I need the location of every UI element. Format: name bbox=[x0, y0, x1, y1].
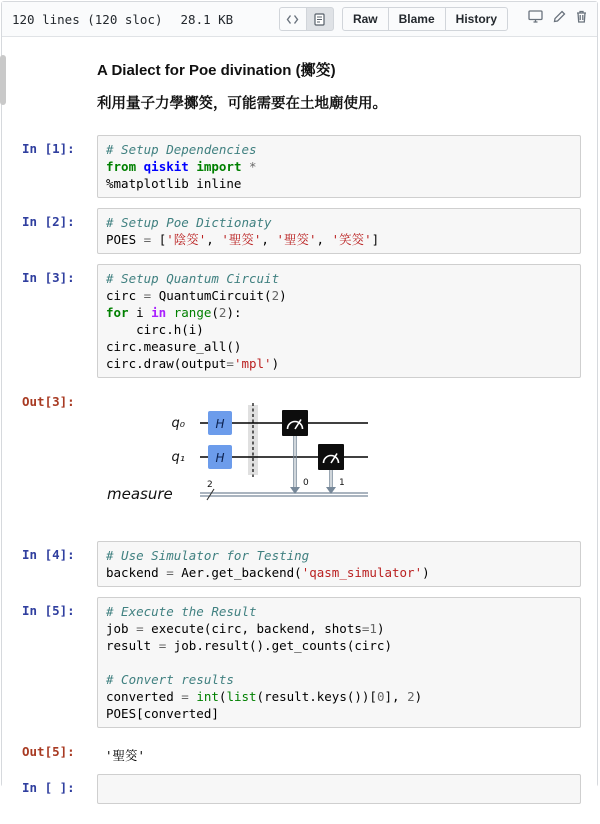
h-gate-q1 bbox=[208, 445, 232, 469]
output-cell-5 bbox=[22, 738, 581, 764]
measure-gate-q1 bbox=[318, 444, 344, 470]
code-cell-1 bbox=[22, 135, 581, 198]
clbit0-label: 0 bbox=[303, 478, 309, 488]
code-cell-3 bbox=[22, 264, 581, 378]
document-icon bbox=[314, 12, 325, 26]
empty-code-input bbox=[97, 774, 581, 804]
clbit1-label: 1 bbox=[339, 478, 345, 488]
input-prompt: In [ ]: bbox=[22, 780, 75, 795]
pencil-icon bbox=[553, 10, 566, 28]
trash-icon bbox=[576, 10, 587, 28]
bus-width-label: 2 bbox=[207, 480, 213, 490]
file-actions bbox=[518, 10, 587, 28]
desktop-icon bbox=[528, 10, 543, 28]
page-title: A Dialect for Poe divination (擲筊) bbox=[97, 62, 336, 79]
file-line-count: 120 lines (120 sloc) bbox=[12, 11, 163, 27]
code-icon bbox=[286, 12, 299, 26]
bus-slash bbox=[207, 489, 214, 500]
output-prompt: Out[5]: bbox=[22, 744, 75, 759]
h-gate-q0 bbox=[208, 411, 232, 435]
code-input: # Setup Dependencies from qiskit import * %matplotlib inline bbox=[97, 135, 581, 198]
code-cell-5 bbox=[22, 597, 581, 728]
result-output: '聖筊' bbox=[105, 748, 146, 763]
raw-button[interactable]: Raw bbox=[342, 7, 389, 31]
svg-text:H: H bbox=[215, 451, 225, 465]
file-header bbox=[2, 2, 597, 37]
measure-gate-q0 bbox=[282, 410, 308, 436]
code-cell-2 bbox=[22, 208, 581, 254]
input-prompt: In [5]: bbox=[22, 603, 75, 618]
edit-button[interactable] bbox=[553, 10, 566, 28]
circuit-diagram bbox=[105, 398, 581, 527]
classical-register-label: measure bbox=[107, 485, 173, 503]
svg-text:H: H bbox=[215, 417, 225, 431]
input-prompt: In [2]: bbox=[22, 214, 75, 229]
file-view-box bbox=[1, 1, 598, 795]
history-button[interactable]: History bbox=[445, 7, 508, 31]
code-input: # Use Simulator for Testing backend = Aer.get_backend('qasm_simulator') bbox=[97, 541, 581, 587]
input-prompt: In [3]: bbox=[22, 270, 75, 285]
view-toggle-group bbox=[279, 7, 334, 31]
page-scrollbar-thumb[interactable] bbox=[0, 55, 6, 105]
input-prompt: In [1]: bbox=[22, 141, 75, 156]
output-cell-3 bbox=[22, 388, 581, 531]
raw-blame-history-group bbox=[342, 7, 508, 31]
qubit0-label: q₀ bbox=[171, 416, 185, 431]
code-input: # Setup Poe Dictionaty POES = ['陰筊', '聖筊', '聖筊', '笑筊'] bbox=[97, 208, 581, 254]
classical-wire bbox=[200, 493, 368, 496]
page-subtitle: 利用量子力學擲筊，可能需要在土地廟使用。 bbox=[97, 96, 387, 112]
notebook-render bbox=[2, 37, 597, 824]
rendered-view-button[interactable] bbox=[306, 7, 334, 31]
markdown-cell bbox=[97, 59, 581, 113]
code-input: # Execute the Result job = execute(circ, backend, shots=1) result = job.result().get_counts(circ) # Convert results converted = int(list(result.keys())[0], 2) POES[converted] bbox=[97, 597, 581, 728]
input-prompt: In [4]: bbox=[22, 547, 75, 562]
output-prompt: Out[3]: bbox=[22, 394, 75, 409]
source-view-button[interactable] bbox=[279, 7, 307, 31]
blame-button[interactable]: Blame bbox=[388, 7, 446, 31]
code-input: # Setup Quantum Circuit circ = QuantumCircuit(2) for i in range(2): circ.h(i) circ.measure_all() circ.draw(output='mpl') bbox=[97, 264, 581, 378]
circuit-output bbox=[97, 388, 581, 531]
empty-code-cell bbox=[22, 774, 581, 804]
code-cell-4 bbox=[22, 541, 581, 587]
file-size: 28.1 KB bbox=[180, 11, 234, 27]
qubit1-label: q₁ bbox=[171, 450, 185, 465]
file-info bbox=[12, 12, 233, 27]
delete-button[interactable] bbox=[576, 10, 587, 28]
open-desktop-button[interactable] bbox=[528, 10, 543, 28]
